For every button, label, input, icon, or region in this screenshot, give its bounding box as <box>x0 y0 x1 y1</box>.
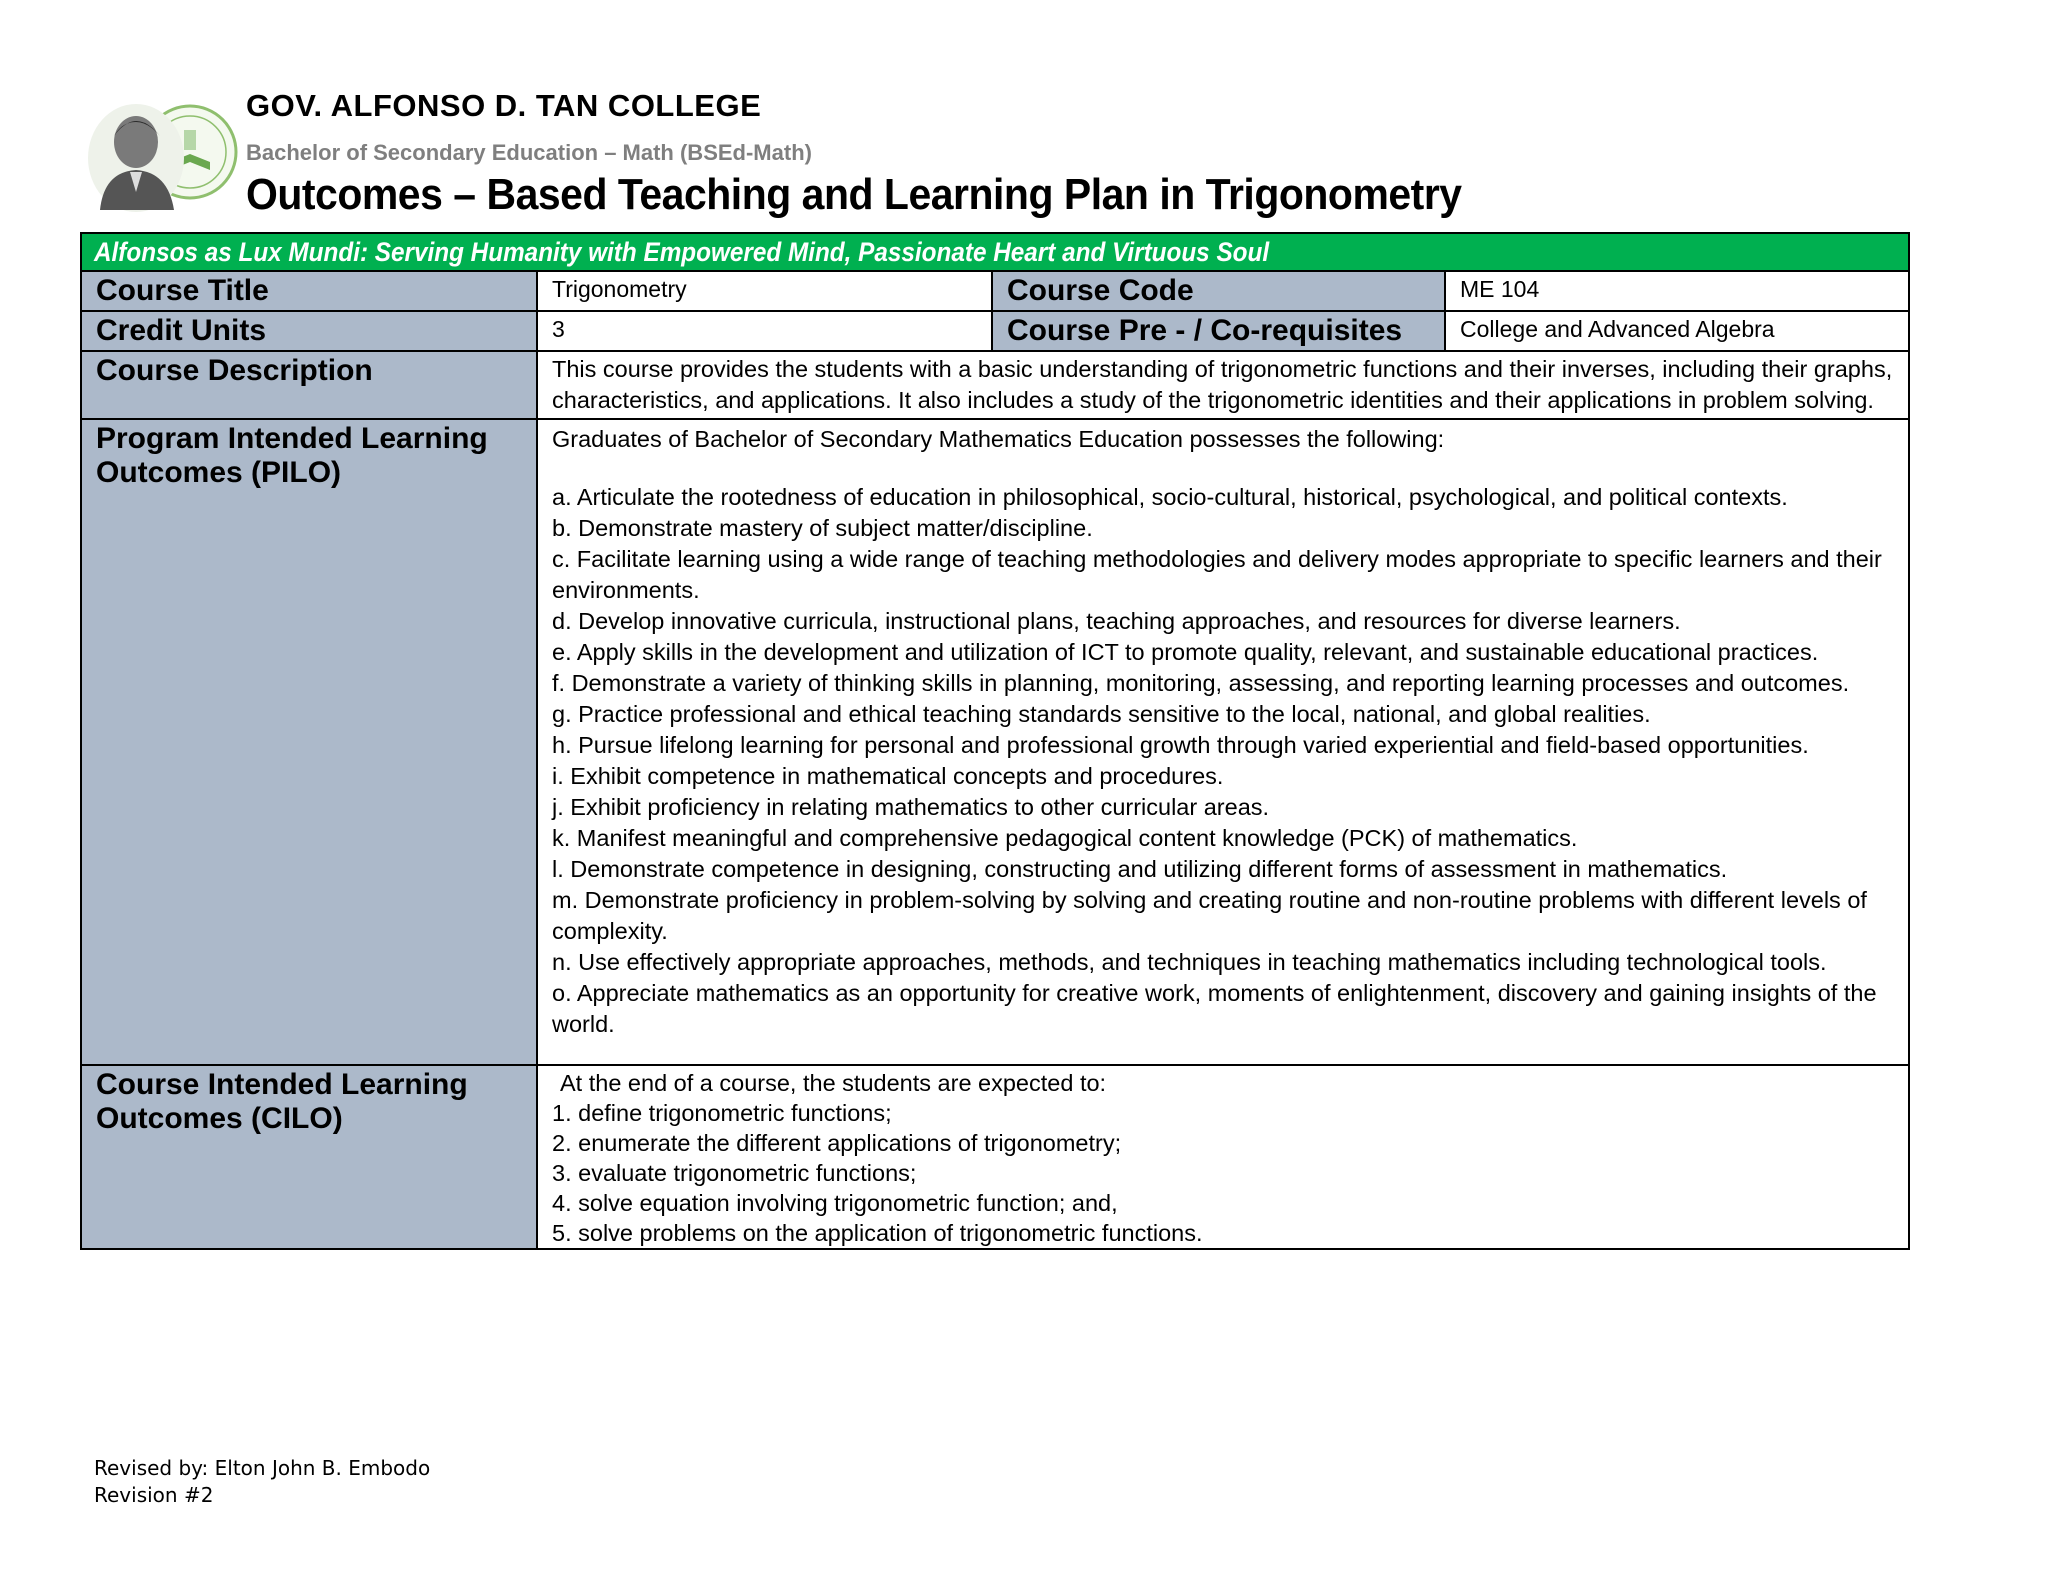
course-title-label: Course Title <box>81 271 537 311</box>
course-description-text: This course provides the students with a basic understanding of trigonometric functions and their inverses, including their graphs, characteristics, and applications. It also includes a study of the trigonometric identities and their applications in problem solving. <box>537 351 1909 419</box>
pilo-label: Program Intended Learning Outcomes (PILO) <box>81 419 537 1065</box>
pilo-item: d. Develop innovative curricula, instructional plans, teaching approaches, and resources for diverse learners. <box>552 608 1681 634</box>
pilo-item: j. Exhibit proficiency in relating mathematics to other curricular areas. <box>552 794 1270 820</box>
pilo-item: m. Demonstrate proficiency in problem-solving by solving and creating routine and non-routine problems with different levels of complexity. <box>552 887 1867 944</box>
pilo-item: c. Facilitate learning using a wide range of teaching methodologies and delivery modes appropriate to specific learners and their environments. <box>552 546 1882 603</box>
revision-footer <box>94 1455 430 1509</box>
course-plan-table <box>80 232 1910 1250</box>
pilo-item: k. Manifest meaningful and comprehensive pedagogical content knowledge (PCK) of mathematics. <box>552 825 1578 851</box>
pilo-item: e. Apply skills in the development and utilization of ICT to promote quality, relevant, and sustainable educational practices. <box>552 639 1819 665</box>
pilo-row <box>81 419 1909 1065</box>
program-name: Bachelor of Secondary Education – Math (BSEd-Math) <box>246 140 812 165</box>
cilo-item: 5. solve problems on the application of trigonometric functions. <box>552 1220 1203 1246</box>
pilo-intro: Graduates of Bachelor of Secondary Mathematics Education possesses the following: <box>552 426 1445 452</box>
pilo-item: h. Pursue lifelong learning for personal and professional growth through varied experiential and field-based opportunities. <box>552 732 1809 758</box>
cilo-label: Course Intended Learning Outcomes (CILO) <box>81 1065 537 1249</box>
college-name: GOV. ALFONSO D. TAN COLLEGE <box>246 88 762 123</box>
document-title: Outcomes – Based Teaching and Learning Plan in Trigonometry <box>246 170 1462 219</box>
cilo-item: 2. enumerate the different applications of trigonometry; <box>552 1130 1122 1156</box>
prerequisites-label: Course Pre - / Co-requisites <box>992 311 1445 351</box>
pilo-content <box>537 419 1909 1065</box>
pilo-item: f. Demonstrate a variety of thinking skills in planning, monitoring, assessing, and reporting learning processes and outcomes. <box>552 670 1850 696</box>
credit-units-label: Credit Units <box>81 311 537 351</box>
pilo-item: i. Exhibit competence in mathematical concepts and procedures. <box>552 763 1224 789</box>
cilo-content <box>537 1065 1909 1249</box>
revised-by: Revised by: Elton John B. Embodo <box>94 1456 431 1480</box>
credit-units-value: 3 <box>537 311 992 351</box>
cilo-item: 3. evaluate trigonometric functions; <box>552 1160 917 1186</box>
pilo-item: g. Practice professional and ethical teaching standards sensitive to the local, national, and global realities. <box>552 701 1651 727</box>
revision-number: Revision #2 <box>94 1483 214 1507</box>
course-title-row <box>81 271 1909 311</box>
pilo-item: n. Use effectively appropriate approaches, methods, and techniques in teaching mathematics including technological tools. <box>552 949 1827 975</box>
credit-units-row <box>81 311 1909 351</box>
cilo-item: 4. solve equation involving trigonometric function; and, <box>552 1190 1118 1216</box>
pilo-item: b. Demonstrate mastery of subject matter/discipline. <box>552 515 1093 541</box>
course-code-value: ME 104 <box>1445 271 1909 311</box>
cilo-item: 1. define trigonometric functions; <box>552 1100 892 1126</box>
course-code-label: Course Code <box>992 271 1445 311</box>
course-description-row <box>81 351 1909 419</box>
cilo-row <box>81 1065 1909 1249</box>
document-header <box>78 88 1478 228</box>
college-seal-logo <box>78 92 238 218</box>
course-description-label: Course Description <box>81 351 537 419</box>
cilo-intro: At the end of a course, the students are expected to: <box>560 1070 1107 1096</box>
pilo-item: o. Appreciate mathematics as an opportunity for creative work, moments of enlightenment, discovery and gaining insights of the world. <box>552 980 1877 1037</box>
pilo-item: l. Demonstrate competence in designing, constructing and utilizing different forms of assessment in mathematics. <box>552 856 1728 882</box>
prerequisites-value: College and Advanced Algebra <box>1445 311 1909 351</box>
course-title-value: Trigonometry <box>537 271 992 311</box>
motto-banner: Alfonsos as Lux Mundi: Serving Humanity with Empowered Mind, Passionate Heart and Virtuous Soul <box>81 233 1909 271</box>
pilo-item: a. Articulate the rootedness of education in philosophical, socio-cultural, historical, psychological, and political contexts. <box>552 484 1788 510</box>
